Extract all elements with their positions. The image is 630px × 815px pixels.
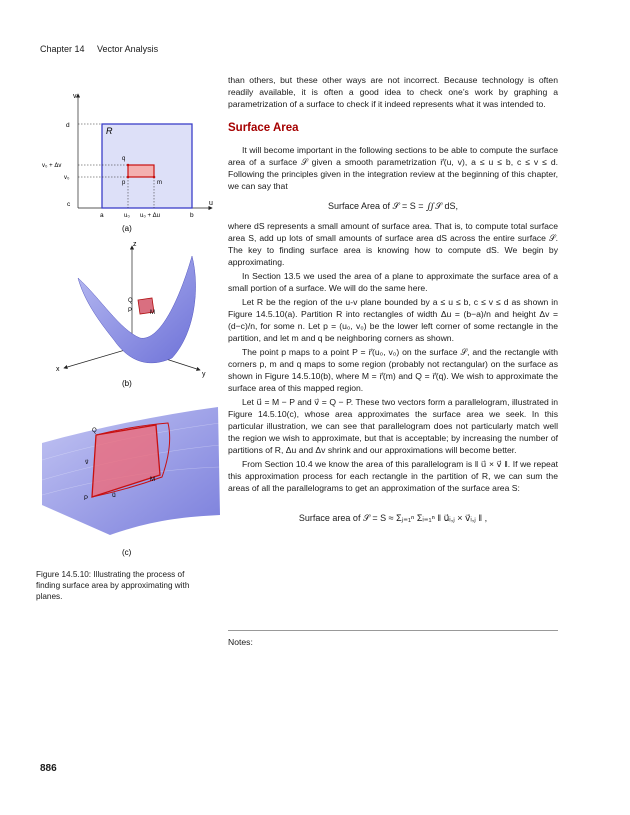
p-label: p xyxy=(122,180,126,186)
paragraph-1: It will become important in the following sections to be able to compute the surface area of a surface 𝒮 given a smooth parametrization r⃗(u, v), a ≤ u ≤ b, c ≤ v ≤ d. Following the principles given in the integration review at the beginning of this chapter, we can say that xyxy=(228,145,558,191)
main-column xyxy=(228,74,558,532)
equation-sum: Surface area of 𝒮 = S ≈ Σⱼ₌₁ⁿ Σᵢ₌₁ⁿ ‖ u⃗ᵢ,ⱼ × v⃗ᵢ,ⱼ ‖ , xyxy=(298,513,488,523)
equation-surface-area: Surface Area of 𝒮 = S = ∬𝒮 dS, xyxy=(327,201,459,211)
surface-b xyxy=(78,256,196,363)
paragraph-4: Let R be the region of the u-v plane bounded by a ≤ u ≤ b, c ≤ v ≤ d as shown in Figure 14.5.10(a). Partition R into rectangles of width Δu = (b−a)/n and height Δv = (d−c)/n, for some n. Let p = (u₀, v₀) be the lower left corner of some rectangle in the partition, and let m and q be neighboring corners as shown. xyxy=(228,297,558,343)
x-axis-label: x xyxy=(56,366,60,373)
paragraph-7: From Section 10.4 we know the area of this parallelogram is ‖ u⃗ × v⃗ ‖. If we repeat this approximation process for each rectangle in the partition of R, we can sum the areas of all the parallelograms to get an approximation of the surface area S: xyxy=(228,459,558,493)
u0-label: u₀ xyxy=(124,213,130,219)
figure-b xyxy=(40,238,220,393)
figure-b-label: (b) xyxy=(122,379,132,388)
paragraph-5: The point p maps to a point P = r⃗(u₀, v₀) on the surface 𝒮, and the rectangle with corners p, m and q maps to some region (probably not rectangular) on the surface as shown in Figure 14.5.10(b), where M = r⃗(m) and Q = r⃗(q). We wish to approximate the surface area of this mapped region. xyxy=(228,347,558,393)
figure-c xyxy=(40,405,220,560)
v-vector-label: v⃗ xyxy=(85,460,89,466)
y-axis-label: y xyxy=(202,371,206,378)
figure-c-label: (c) xyxy=(122,548,132,557)
paragraph-3: In Section 13.5 we used the area of a plane to approximate the surface area of a small portion of a surface. We will do the same here. xyxy=(228,271,558,293)
section-heading: Surface Area xyxy=(228,122,299,134)
P-label-b: P xyxy=(128,308,133,314)
partition-rect xyxy=(128,165,154,177)
Q-label-b: Q xyxy=(128,298,133,304)
paragraph-0: than others, but these other ways are not incorrect. Because technology is often readily available, it is often a good idea to check one’s work by graphing a parametrization of a surface to check if it indeed represents what it was intended to. xyxy=(228,75,558,109)
chapter-label: Chapter 14 xyxy=(40,44,85,54)
Q-label-c: Q xyxy=(92,428,97,434)
page-number: 886 xyxy=(40,763,57,774)
figure-a xyxy=(40,88,220,233)
figure-caption: Figure 14.5.10: Illustrating the process of finding surface area by approximating with planes. xyxy=(36,570,190,601)
M-label-c: M xyxy=(150,477,155,483)
u-axis-label: u xyxy=(209,200,213,207)
P-label-c: P xyxy=(84,496,89,502)
a-label: a xyxy=(100,212,104,219)
chapter-title: Vector Analysis xyxy=(97,44,159,54)
b-label: b xyxy=(190,212,194,219)
m-label: m xyxy=(157,180,162,186)
notes-label: Notes: xyxy=(228,637,253,647)
running-header xyxy=(40,44,158,54)
u-vector-label: u⃗ xyxy=(112,493,116,499)
d-label: d xyxy=(66,122,70,129)
u0du-label: u₀ + Δu xyxy=(140,213,161,219)
v0dv-label: v₀ + Δv xyxy=(42,163,62,169)
v-axis-label: v xyxy=(73,93,77,100)
paragraph-2: where dS represents a small amount of surface area. That is, to compute total surface area S, add up lots of small amounts of surface area dS across the entire surface 𝒮. The key to finding surface area is knowing how to compute dS. We begin by approximating. xyxy=(228,221,558,267)
M-label-b: M xyxy=(150,310,155,316)
c-label: c xyxy=(67,201,71,208)
notes-divider xyxy=(228,630,558,631)
R-label: R xyxy=(106,126,113,136)
v0-label: v₀ xyxy=(64,175,70,181)
q-label: q xyxy=(122,156,126,162)
z-axis-label: z xyxy=(133,241,137,248)
figure-a-label: (a) xyxy=(122,224,132,233)
paragraph-6: Let u⃗ = M − P and v⃗ = Q − P. These two vectors form a parallelogram, illustrated in Figure 14.5.10(c), whose area approximates the surface area we seek. In this particular illustration, we can see that parallelogram does not particularly match well the region we wish to approximate, but that is acceptable; by increasing the number of partitions of R, Δu and Δv shrink and our approximations will become better. xyxy=(228,397,558,455)
